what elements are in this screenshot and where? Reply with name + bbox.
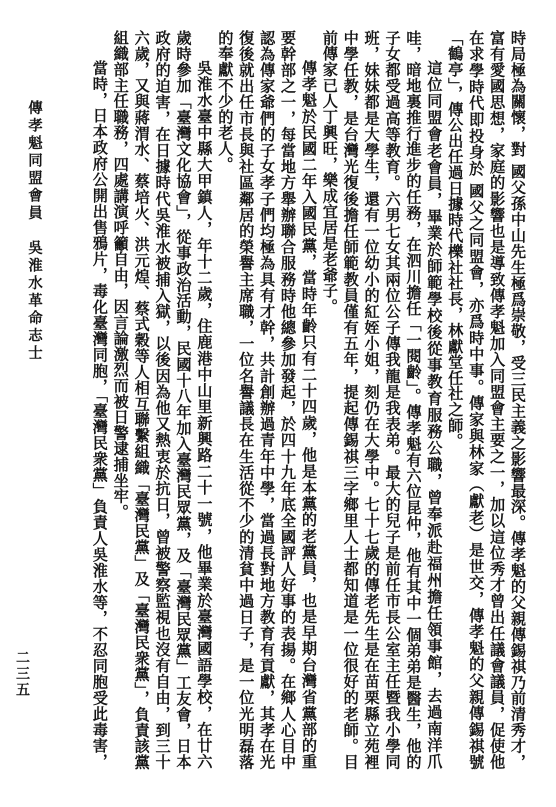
body-text — [88, 30, 528, 770]
paragraph: 傳孝魁於民國二年入國民黨，當時年齡只有二十四歲，他是本黨的老黨員，也是早期台灣省黨部的重要幹部之一，每當地方舉辦聯合服務時他總參加發起，於四十九年底全國評人好事的表揚。在鄉人心目中認為傳家爺們的子女孝子們均極為具有才幹，共計創辦過青年中學，當過長對地方教育有貢獻，其孝在光復後就出任市長與社區鄰居的榮譽主席職，一位名譽議長在生活從不少的清貧中過日子，是一位光明磊落的奉獻不少的老人。 — [216, 30, 318, 770]
paragraph: 時局極為關懷，對 國父孫中山先生極爲崇敬，受三民主義之影響最深。傳孝魁的父親傳錫祺乃前清秀才，富有愛國思想，家庭的影響也是導致傳孝魁加入同盟會主要之一，加以這位秀才曾出任議會議員，促使他在求學時代即投身於 國父之同盟會，亦爲時中事。傳家與林家（獻老）是世交，傳孝魁的父親傳錫祺號「鶴亭」，傳公出任過日據時代櫟社社長，林獻堂任社之師。 — [446, 30, 527, 770]
page-number: 二三五 — [14, 650, 30, 698]
paragraph: 吳淮水臺中縣大甲鎮人，年十二歲，住鹿港中山里新興路二十一號，他畢業於臺灣國語學校，在廿六歲時參加「臺灣文化協會」，從事政治活動，民國十八年加入臺灣民眾黨，及「臺灣民眾黨」工友會，日本政府的迫害，在日據時代吳淮水被捕入獄，以後因為他又熱衷於抗日，曾被警察監視也沒有自由，到三十六歲，又與蔣渭水、蔡培火、洪元煌、蔡式穀等人相互聯繫組織「臺灣民黨」及「臺灣民衆黨」，負責該黨組織部主任職務，四處講演呼籲自由，因言論激烈而被日警逮捕坐牢。 — [111, 30, 214, 770]
paragraph: 當時，日本政府公開出售鴉片，毒化臺灣同胞，「臺灣民衆黨」負責人吳淮水等，不忍同胞受此毒害， — [90, 60, 109, 770]
running-header-book: 傳孝魁同盟會員 — [26, 100, 43, 223]
running-header-subject: 吳淮水革命志士 — [26, 240, 43, 363]
running-header — [24, 100, 45, 363]
paragraph: 這位同盟會老會員，畢業於師範學校後從事教育服務公職，曾奉派赴福州擔任領事館，去過南洋爪哇，暗地裏推行進步的任務，在泗川擔任「一閱齡」。傳孝魁有六位昆仲，他有其中一個弟弟是醫生，他的子女都受過高等教育。六男七女其兩位公子傳我龍是我表弟。最大的兒子是前任市長公室主任暨我小學同班，妹妹都是大學生，還有一位幼小的紅姪小姐，刻仍在大學中。七十七歲的傳老先生是在苗栗縣立苑裡中學任教，是台灣光復後擔任師範教員僅有五年，提起傳錫祺三字鄉里人士都知道是一位很好的老師。目前傳家已人丁興旺，樂成宜居是老爺子。 — [320, 30, 444, 770]
